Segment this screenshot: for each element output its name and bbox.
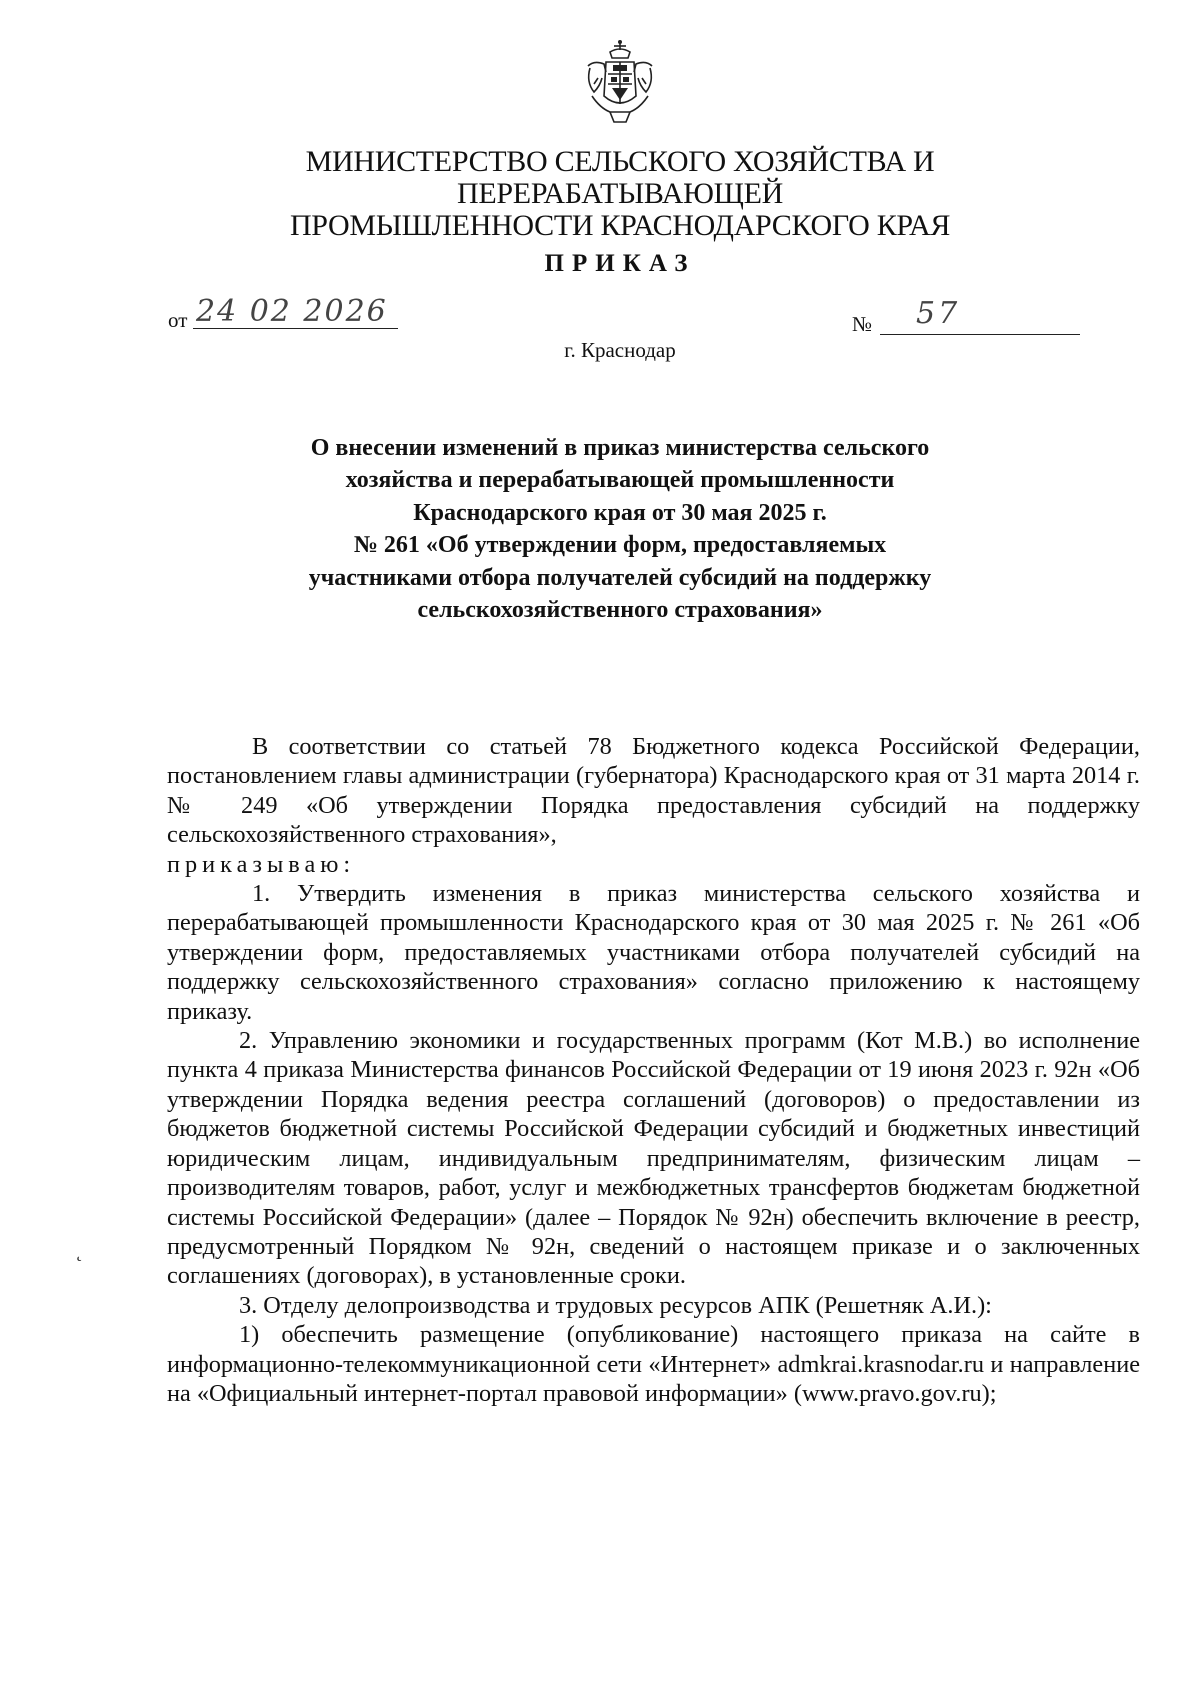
preamble-paragraph: В соответствии со статьей 78 Бюджетного кодекса Российской Федерации, постановлением главы администрации (губернатора) Краснодарского края от 31 марта 2014 г. № 249 «Об утверждении Порядка предоставления субсидий на поддержку сельскохозяйственного страхования», (167, 733, 1140, 849)
subject-line-6: сельскохозяйственного страхования» (417, 597, 823, 624)
document-type-title: ПРИКАЗ (544, 250, 696, 277)
number-underline (880, 334, 1080, 335)
item-3-paragraph: 3. Отделу делопроизводства и трудовых ресурсов АПК (Решетняк А.И.): (239, 1291, 992, 1319)
ministry-name-line-2: ПРОМЫШЛЕННОСТИ КРАСНОДАРСКОГО КРАЯ (289, 209, 951, 242)
subject-line-3: Краснодарского края от 30 мая 2025 г. (413, 499, 827, 526)
order-word: приказываю: (167, 850, 356, 878)
subject-line-5: участниками отбора получателей субсидий на поддержку (308, 564, 932, 591)
coat-of-arms-emblem (580, 38, 660, 126)
handwritten-number: 57 (916, 296, 961, 331)
number-prefix: № (852, 312, 873, 336)
order-body (167, 732, 1140, 1408)
subject-line-2: хозяйства и перерабатывающей промышленности (345, 467, 895, 494)
subject-line-4: № 261 «Об утверждении форм, предоставляемых (353, 532, 887, 559)
scan-mark: ˛ (76, 1240, 83, 1262)
item-3-1-paragraph: 1) обеспечить размещение (опубликование) настоящего приказа на сайте в информационно-телекоммуникационной сети «Интернет» admkrai.krasnodar.ru и направление на «Официальный интернет-портал правовой информации» (www.pravo.gov.ru); (167, 1321, 1140, 1407)
ministry-name-line-1: МИНИСТЕРСТВО СЕЛЬСКОГО ХОЗЯЙСТВА И ПЕРЕРАБАТЫВАЮЩЕЙ (305, 145, 935, 210)
order-subject (140, 432, 1100, 626)
ministry-name (140, 146, 1100, 242)
handwritten-date: 24 02 2026 (196, 294, 388, 329)
subject-line-1: О внесении изменений в приказ министерства сельского (310, 435, 930, 461)
city-name: г. Краснодар (564, 338, 676, 362)
item-1-paragraph: 1. Утвердить изменения в приказ министерства сельского хозяйства и перерабатывающей промышленности Краснодарского края от 30 мая 2025 г. № 261 «Об утверждении форм, предоставляемых участниками отбора получателей субсидий на поддержку сельскохозяйственного страхования» согласно приложению к настоящему приказу. (167, 880, 1140, 1025)
item-2-paragraph: 2. Управлению экономики и государственных программ (Кот М.В.) во исполнение пункта 4 приказа Министерства финансов Российской Федерации от 19 июня 2023 г. 92н «Об утверждении Порядка ведения реестра соглашений (договоров) о предоставлении из бюджетов бюджетной системы Российской Федерации субсидий и бюджетных инвестиций юридическим лицам, индивидуальным предпринимателям, физическим лицам – производителям товаров, работ, услуг и межбюджетных трансфертов бюджетам бюджетной системы Российской Федерации» (далее – Порядок № 92н) обеспечить включение в реестр, предусмотренный Порядком № 92н, сведений о настоящем приказе и о заключенных соглашениях (договорах), в установленные сроки. (167, 1027, 1140, 1290)
date-prefix: от (168, 308, 188, 332)
